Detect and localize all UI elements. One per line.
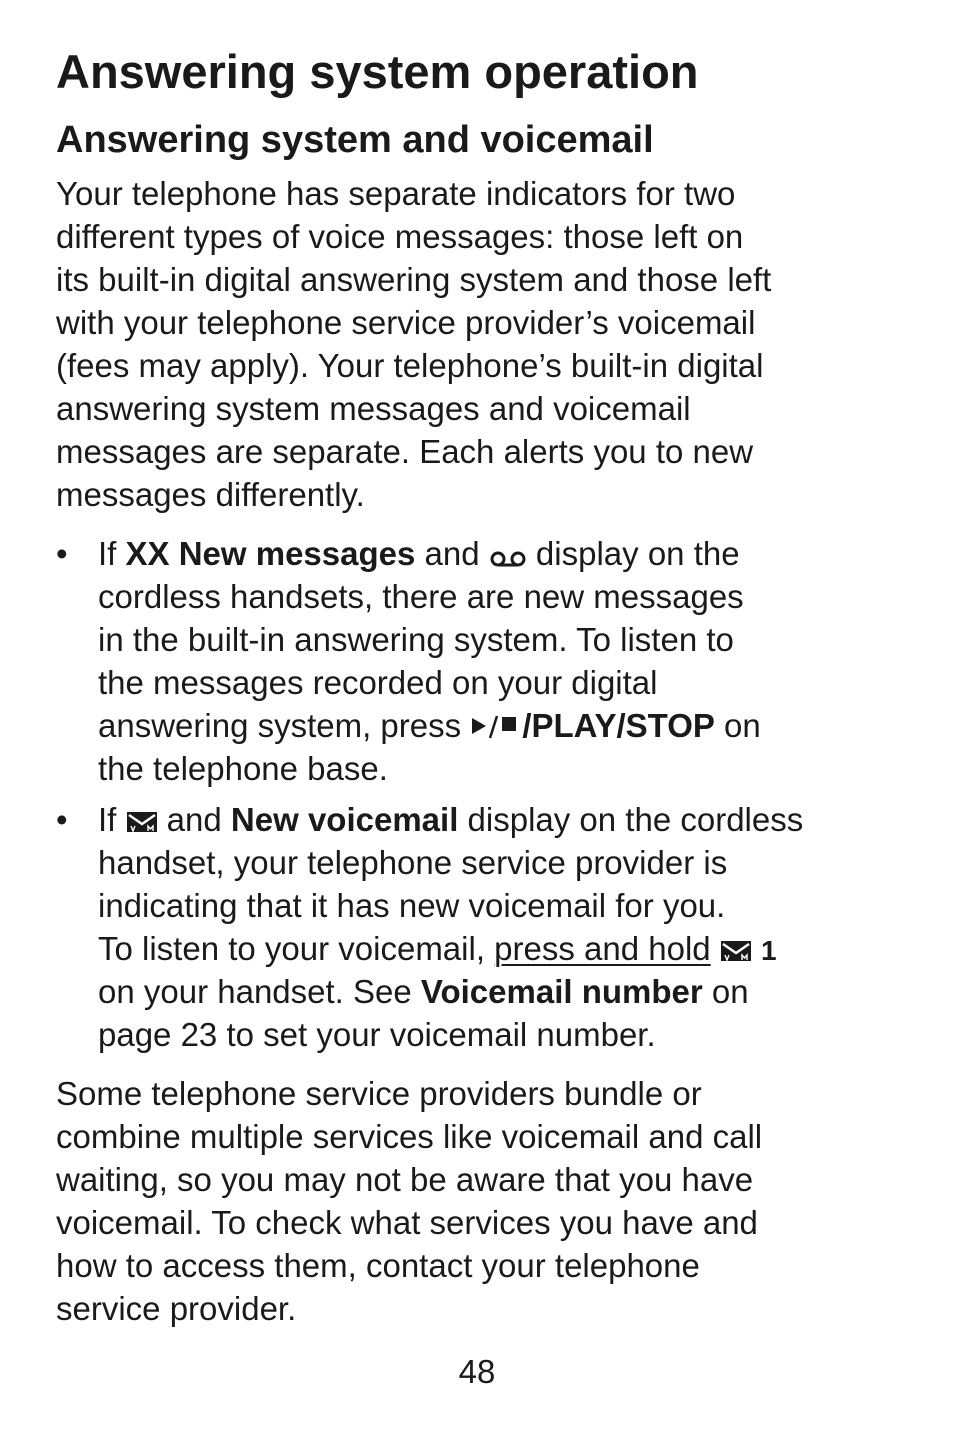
voicemail-envelope-icon — [126, 801, 158, 844]
new-messages-label: XX New messages — [125, 535, 416, 572]
bullet-line: indicating that it has new voicemail for you. — [98, 887, 726, 924]
bullet-line: To listen to your voicemail, press and hold 1 — [98, 927, 803, 970]
bullet-line: in the built-in answering system. To listen to — [98, 621, 734, 658]
bullet-dot: • — [56, 801, 68, 838]
bullet-line: page 23 to set your voicemail number. — [98, 1016, 656, 1053]
new-voicemail-label: New voicemail — [230, 801, 459, 838]
bullet-line: on your handset. See Voicemail number on — [98, 973, 749, 1010]
bullet-body — [98, 798, 803, 1056]
outro-line: waiting, so you may not be aware that you have — [56, 1161, 754, 1198]
bullet-line: the telephone base. — [98, 750, 388, 787]
bullet-body — [98, 532, 761, 790]
outro-line: service provider. — [56, 1290, 297, 1327]
outro-line: voicemail. To check what services you have and — [56, 1204, 758, 1241]
intro-line: its built-in digital answering system and those left — [56, 261, 772, 298]
press-and-hold-text: press and hold — [494, 930, 711, 967]
answering-machine-icon — [489, 535, 527, 578]
intro-line: (fees may apply). Your telephone’s built-in digital — [56, 347, 764, 384]
intro-line: messages differently. — [56, 476, 365, 513]
bullet-line: the messages recorded on your digital — [98, 664, 658, 701]
bullet-line: handset, your telephone service provider is — [98, 844, 728, 881]
intro-line: answering system messages and voicemail — [56, 390, 691, 427]
bullet-dot: • — [56, 535, 68, 572]
page-title: Answering system operation — [56, 45, 699, 98]
play-stop-icon — [470, 707, 522, 750]
outro-line: how to access them, contact your telephone — [56, 1247, 700, 1284]
bullet-line: cordless handsets, there are new messages — [98, 578, 744, 615]
bullet-line: answering system, press /PLAY/STOP on — [98, 704, 761, 747]
bullet-line: If and New voicemail display on the cordless — [98, 798, 803, 841]
intro-line: different types of voice messages: those left on — [56, 218, 744, 255]
play-stop-label: /PLAY/STOP — [522, 707, 715, 744]
bullet-line: If XX New messages and display on the — [98, 532, 761, 575]
intro-line: Your telephone has separate indicators for two — [56, 175, 736, 212]
intro-paragraph — [56, 172, 771, 516]
intro-line: messages are separate. Each alerts you to new — [56, 433, 754, 470]
outro-line: combine multiple services like voicemail and call — [56, 1118, 763, 1155]
voicemail-envelope-icon — [720, 930, 752, 973]
outro-line: Some telephone service providers bundle or — [56, 1075, 702, 1112]
voicemail-number-label: Voicemail number — [420, 973, 703, 1010]
section-title: Answering system and voicemail — [56, 119, 654, 161]
outro-paragraph — [56, 1072, 762, 1330]
intro-line: with your telephone service provider’s voicemail — [56, 304, 756, 341]
key-1-label: 1 — [761, 935, 777, 966]
page-number: 48 — [458, 1353, 496, 1390]
